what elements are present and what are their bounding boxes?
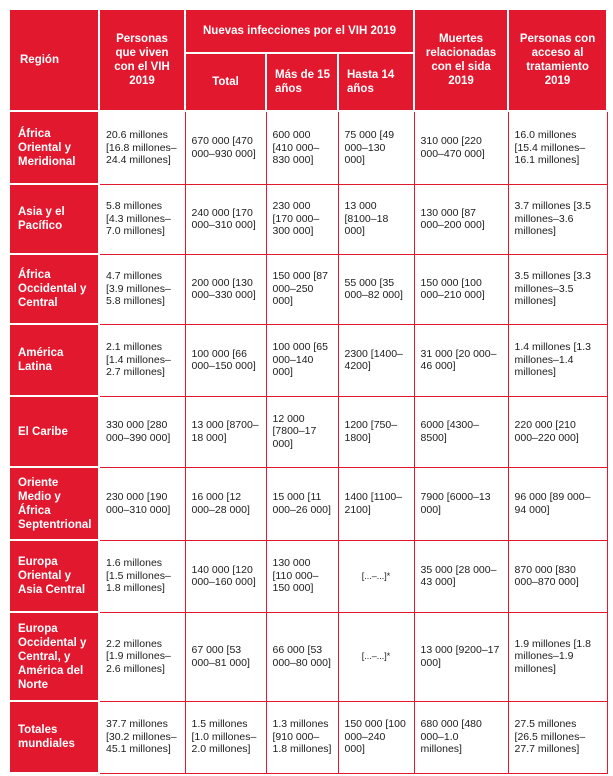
cell-under14: 2300 [1400–4200] xyxy=(338,324,414,396)
cell-total: 1.5 millones [1.0 millones–2.0 millones] xyxy=(185,701,266,773)
cell-over15: 100 000 [65 000–140 000] xyxy=(266,324,338,396)
cell-total: 67 000 [53 000–81 000] xyxy=(185,612,266,701)
cell-deaths: 7900 [6000–13 000] xyxy=(414,467,508,540)
cell-over15: 12 000 [7800–17 000] xyxy=(266,396,338,467)
cell-living: 37.7 millones [30.2 millones–45.1 millones] xyxy=(99,701,185,773)
cell-treatment: 3.5 millones [3.3 millones–3.5 millones] xyxy=(508,254,607,324)
cell-under14: 75 000 [49 000–130 000] xyxy=(338,111,414,184)
cell-living: 5.8 millones [4.3 millones–7.0 millones] xyxy=(99,184,185,254)
cell-living: 230 000 [190 000–310 000] xyxy=(99,467,185,540)
table-row xyxy=(9,467,607,540)
cell-treatment: 1.4 millones [1.3 millones–1.4 millones] xyxy=(508,324,607,396)
region-name: África Occidental y Central xyxy=(9,254,99,324)
hiv-statistics-table xyxy=(8,8,608,774)
cell-deaths: 31 000 [20 000– 46 000] xyxy=(414,324,508,396)
cell-deaths: 150 000 [100 000–210 000] xyxy=(414,254,508,324)
cell-total: 240 000 [170 000–310 000] xyxy=(185,184,266,254)
cell-deaths: 680 000 [480 000–1.0 millones] xyxy=(414,701,508,773)
region-name: Asia y el Pacífico xyxy=(9,184,99,254)
cell-deaths: 130 000 [87 000–200 000] xyxy=(414,184,508,254)
cell-over15: 230 000 [170 000–300 000] xyxy=(266,184,338,254)
cell-treatment: 27.5 millones [26.5 millones–27.7 millones] xyxy=(508,701,607,773)
header-under-14: Hasta 14 años xyxy=(338,53,414,111)
cell-living: 20.6 millones [16.8 millones–24.4 millones] xyxy=(99,111,185,184)
cell-deaths: 35 000 [28 000–43 000] xyxy=(414,540,508,612)
cell-total: 200 000 [130 000–330 000] xyxy=(185,254,266,324)
region-name: África Oriental y Meridional xyxy=(9,111,99,184)
cell-over15: 600 000 [410 000–830 000] xyxy=(266,111,338,184)
cell-over15: 150 000 [87 000–250 000] xyxy=(266,254,338,324)
cell-total: 140 000 [120 000–160 000] xyxy=(185,540,266,612)
cell-living: 2.2 millones [1.9 millones–2.6 millones] xyxy=(99,612,185,701)
region-name: Oriente Medio y África Septentrional xyxy=(9,467,99,540)
region-name: Europa Occidental y Central, y América del Norte xyxy=(9,612,99,701)
header-people-living: Personas que viven con el VIH 2019 xyxy=(99,9,185,111)
table-row xyxy=(9,396,607,467)
region-name: El Caribe xyxy=(9,396,99,467)
cell-over15: 15 000 [11 000–26 000] xyxy=(266,467,338,540)
header-aids-deaths: Muertes relacionadas con el sida 2019 xyxy=(414,9,508,111)
cell-living: 330 000 [280 000–390 000] xyxy=(99,396,185,467)
cell-living: 1.6 millones [1.5 millones–1.8 millones] xyxy=(99,540,185,612)
cell-under14: 1200 [750–1800] xyxy=(338,396,414,467)
cell-deaths: 13 000 [9200–17 000] xyxy=(414,612,508,701)
cell-treatment: 3.7 millones [3.5 millones–3.6 millones] xyxy=(508,184,607,254)
cell-treatment: 96 000 [89 000–94 000] xyxy=(508,467,607,540)
cell-living: 4.7 millones [3.9 millones–5.8 millones] xyxy=(99,254,185,324)
region-name: Europa Oriental y Asia Central xyxy=(9,540,99,612)
cell-living: 2.1 millones [1.4 millones–2.7 millones] xyxy=(99,324,185,396)
cell-over15: 1.3 millones [910 000–1.8 millones] xyxy=(266,701,338,773)
cell-treatment: 1.9 millones [1.8 millones–1.9 millones] xyxy=(508,612,607,701)
cell-over15: 130 000 [110 000–150 000] xyxy=(266,540,338,612)
header-region: Región xyxy=(9,9,99,111)
region-name: América Latina xyxy=(9,324,99,396)
cell-treatment: 16.0 millones [15.4 millones–16.1 millones] xyxy=(508,111,607,184)
table-row xyxy=(9,111,607,184)
cell-under14: 55 000 [35 000–82 000] xyxy=(338,254,414,324)
cell-deaths: 6000 [4300–8500] xyxy=(414,396,508,467)
table-row xyxy=(9,701,607,773)
cell-deaths: 310 000 [220 000–470 000] xyxy=(414,111,508,184)
header-total: Total xyxy=(185,53,266,111)
header-over-15: Más de 15 años xyxy=(266,53,338,111)
region-name: Totales mundiales xyxy=(9,701,99,773)
header-new-infections: Nuevas infecciones por el VIH 2019 xyxy=(185,9,414,53)
table-row xyxy=(9,540,607,612)
cell-treatment: 870 000 [830 000–870 000] xyxy=(508,540,607,612)
table-row xyxy=(9,324,607,396)
cell-under14: 1400 [1100–2100] xyxy=(338,467,414,540)
header-treatment-access: Personas con acceso al tratamiento 2019 xyxy=(508,9,607,111)
table-row xyxy=(9,612,607,701)
cell-over15: 66 000 [53 000–80 000] xyxy=(266,612,338,701)
cell-under14: 150 000 [100 000–240 000] xyxy=(338,701,414,773)
cell-under14: [...–...]* xyxy=(338,612,414,701)
table-row xyxy=(9,184,607,254)
cell-total: 16 000 [12 000–28 000] xyxy=(185,467,266,540)
cell-under14: 13 000 [8100–18 000] xyxy=(338,184,414,254)
cell-treatment: 220 000 [210 000–220 000] xyxy=(508,396,607,467)
cell-under14: [...–...]* xyxy=(338,540,414,612)
cell-total: 13 000 [8700–18 000] xyxy=(185,396,266,467)
cell-total: 100 000 [66 000–150 000] xyxy=(185,324,266,396)
cell-total: 670 000 [470 000–930 000] xyxy=(185,111,266,184)
table-row xyxy=(9,254,607,324)
